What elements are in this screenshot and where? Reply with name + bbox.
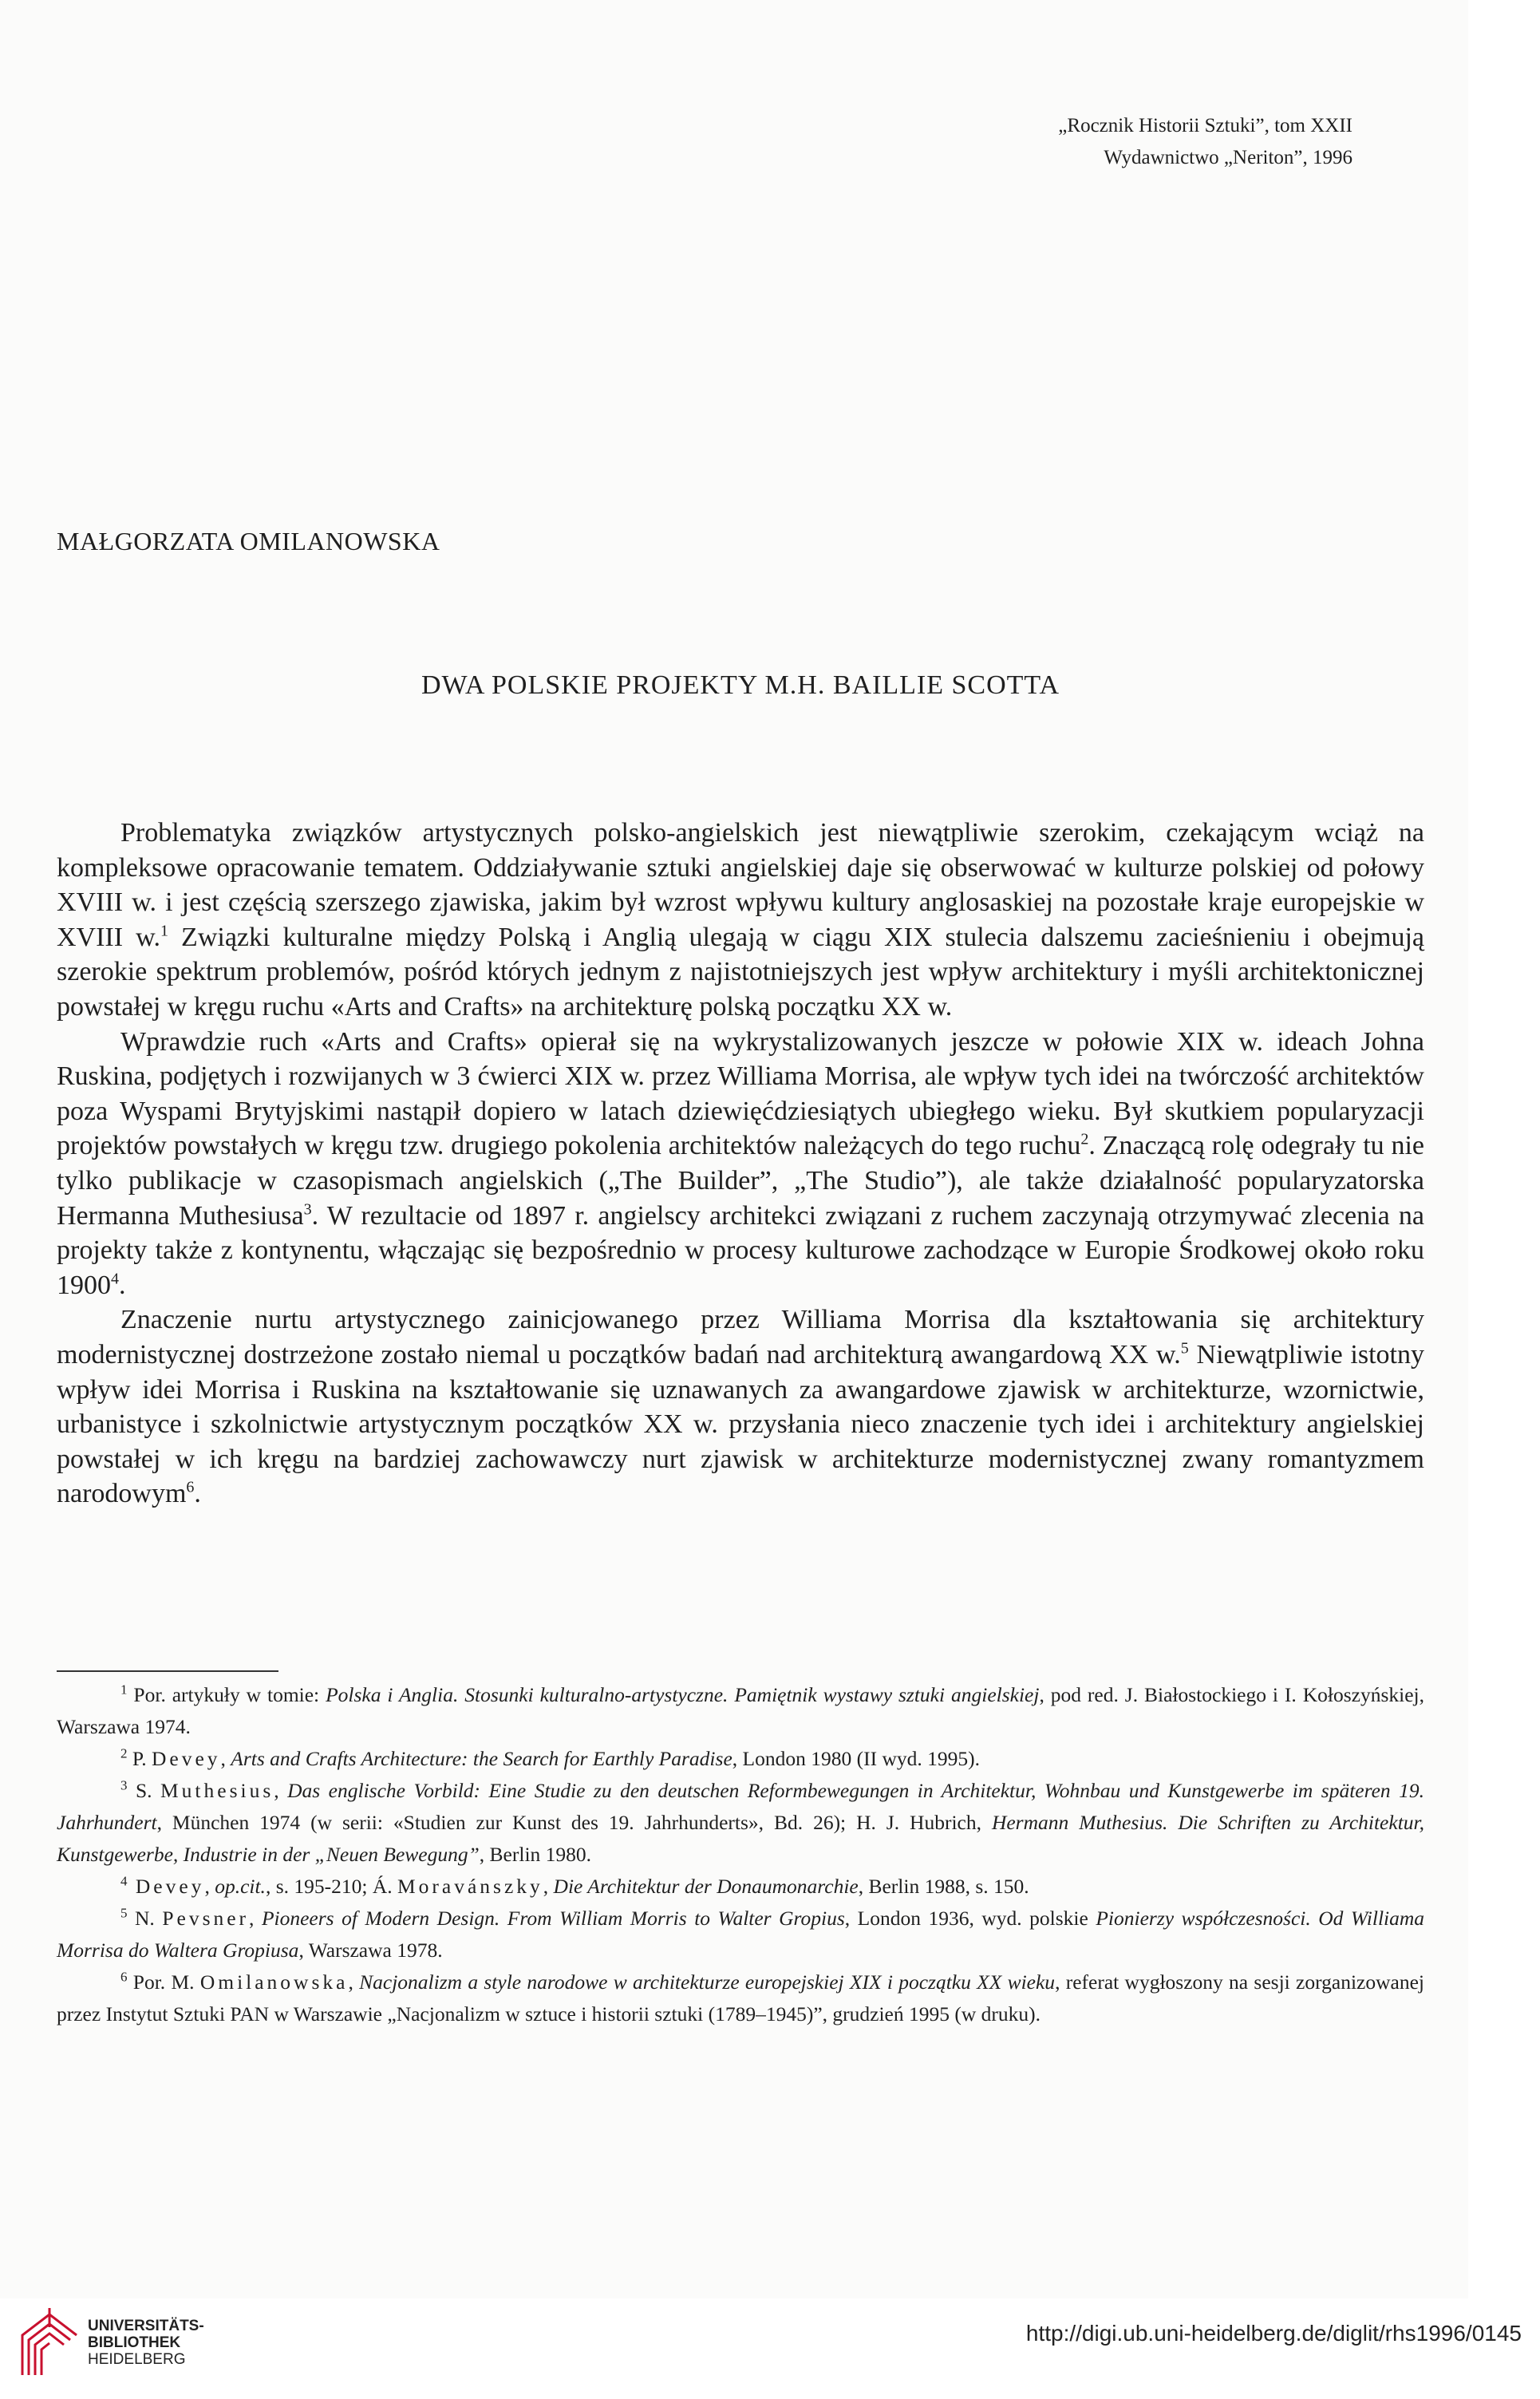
journal-title: „Rocznik Historii Sztuki”, tom XXII (1058, 115, 1352, 136)
footnote-author: Omilanowska (199, 1970, 349, 1994)
footnote-text: N. (127, 1907, 163, 1930)
footnote-ref[interactable]: 5 (1180, 1339, 1189, 1358)
footnotes (57, 1679, 1424, 2030)
paragraph-text: Problematyka związków artystycznych polsko-angielskich jest niewątpliwie szerokim, czekającym wciąż na kompleksowe opracowanie tematem. Oddziaływanie sztuki angielskiej daje się obserwować w kulturze polskiej od połowy XVIII w. i jest częścią szerszego zjawiska, jakim był wzrost wpływu kultury anglosaskiej na pozostałe kraje europejskie w XVIII w. (57, 818, 1424, 952)
paragraph-text: Wprawdzie ruch «Arts and Crafts» opierał się na wykrystalizowanych jeszcze w połowie XIX w. ideach Johna Ruskina, podjętych i rozwijanych w 3 ćwierci XIX w. przez Williama Morrisa, ale wpływ tych idei na twórczość architektów poza Wyspami Brytyjskimi nastąpił dopiero w latach dziewięćdziesiątych ubiegłego wieku. Był skutkiem popularyzacji projektów powstałych w kręgu tzw. drugiego pokolenia architektów należących do tego ruchu (57, 1026, 1424, 1161)
footnote-text: , München 1974 (w serii: «Studien zur Kunst des 19. Jahrhunderts», Bd. 26); H. J. Hubrich, (156, 1811, 992, 1834)
footnote-text: , pod red. J. Białostockiego i I. Kołoszyńskiej, Warszawa 1974. (57, 1683, 1424, 1738)
footnote-text: , (204, 1875, 215, 1898)
footnote-author: Devey (151, 1747, 221, 1770)
library-name-line: UNIVERSITÄTS- (88, 2318, 204, 2334)
footnote-number: 2 (120, 1745, 128, 1761)
library-logo[interactable] (18, 2298, 273, 2386)
footnote-6 (57, 1966, 1424, 2030)
footnote-2 (57, 1743, 1424, 1775)
paragraph-text: Niewątpliwie istotny wpływ idei Morrisa i Ruskina na kształtowanie się uznawanych za awangardowe zjawisk w architekturze, wzornictwie, urbanistyce i szkolnictwie artystycznym początków XX w. przysłania nieco znaczenie tych idei i architektury angielskiej powstałej w ich kręgu na bardziej zachowawczy nurt zjawisk w architekturze modernistycznej zwany romantyzmem narodowym (57, 1339, 1424, 1509)
footnote-text: S. (127, 1779, 160, 1802)
footnote-text: , London 1980 (II wyd. 1995). (732, 1747, 980, 1770)
footnote-ref[interactable]: 3 (303, 1200, 312, 1219)
publisher-line: Wydawnictwo „Neriton”, 1996 (1104, 147, 1352, 168)
article-title: DWA POLSKIE PROJEKTY M.H. BAILLIE SCOTTA (421, 670, 1060, 700)
footnote-text: , (249, 1907, 262, 1930)
footnote-italic: Arts and Crafts Architecture: the Search for Earthly Paradise (231, 1747, 732, 1770)
footnote-italic: Polska i Anglia. Stosunki kulturalno-artystyczne. Pamiętnik wystawy sztuki angielskiej (326, 1683, 1040, 1706)
paragraph-text: . W rezultacie od 1897 r. angielscy architekci związani z ruchem zaczynają otrzymywać zlecenia na projekty także z kontynentu, włączając się bezpośrednio w procesy kulturowe zachodzące w Europie Środkowej około roku 1900 (57, 1200, 1424, 1300)
footnote-author: Muthesius (160, 1779, 274, 1802)
footnote-text: , Berlin 1988, s. 150. (858, 1875, 1029, 1898)
footnote-5 (57, 1903, 1424, 1966)
footnote-number: 1 (120, 1682, 128, 1697)
footnote-italic: Das englische Vorbild: Eine Studie zu den deutschen Reformbewegungen in Architektur, Wohnbau und Kunstgewerbe im späteren 19. Jahrhundert (57, 1779, 1424, 1834)
footnote-ref[interactable]: 1 (160, 922, 168, 940)
footnote-author: Pevsner (162, 1907, 250, 1930)
footnote-text: , referat wygłoszony na sesji zorganizowanej przez Instytut Sztuki PAN w Warszawie „Nacjonalizm w sztuce i historii sztuki (1789–1945)”, grudzień 1995 (w druku). (57, 1970, 1424, 2026)
source-url[interactable]: http://digi.ub.uni-heidelberg.de/diglit/rhs1996/0145 (1025, 2321, 1522, 2346)
footnote-text: , London 1936, wyd. polskie (844, 1907, 1096, 1930)
paragraph-2 (57, 1025, 1424, 1303)
paragraph-text: Znaczenie nurtu artystycznego zainicjowanego przez Williama Morrisa dla kształtowania się architektury modernistycznej dostrzeżone zostało niemal u początków badań nad architekturą awangardową XX w. (57, 1305, 1424, 1369)
footnote-number: 3 (120, 1777, 128, 1793)
footnote-ref[interactable]: 2 (1080, 1131, 1089, 1149)
footnote-text: Por. artykuły w tomie: (127, 1683, 326, 1706)
footnote-text: , (543, 1875, 554, 1898)
footnote-author: Devey (127, 1875, 205, 1898)
footnote-author: Moravánszky (397, 1875, 543, 1898)
footnote-ref[interactable]: 4 (111, 1270, 119, 1288)
footnote-text: , Berlin 1980. (479, 1843, 592, 1866)
footnote-italic: Pioneers of Modern Design. From William Morris to Walter Gropius (261, 1907, 845, 1930)
footnote-italic: Die Architektur der Donaumonarchie (553, 1875, 859, 1898)
article-body (57, 816, 1424, 1512)
footnote-4 (57, 1871, 1424, 1903)
footnote-italic: op.cit. (215, 1875, 266, 1898)
library-logo-icon (18, 2303, 81, 2380)
footnote-number: 4 (120, 1873, 128, 1889)
footnote-3 (57, 1775, 1424, 1871)
journal-header (794, 110, 1352, 174)
footnote-text: P. (127, 1747, 152, 1770)
footnote-text: , (220, 1747, 231, 1770)
footnote-text: , (274, 1779, 288, 1802)
footnote-ref[interactable]: 6 (186, 1478, 195, 1496)
author-name: MAŁGORZATA OMILANOWSKA (57, 527, 440, 555)
paragraph-text: . (119, 1270, 126, 1300)
paragraph-text: . Znaczącą rolę odegrały tu nie tylko publikacje w czasopismach angielskich („The Builder”, „The Studio”), ale także działalność popularyzatorska Hermanna Muthesiusa (57, 1131, 1424, 1231)
footnote-italic: Nacjonalizm a style narodowe w architekturze europejskiej XIX i początku XX wieku (359, 1970, 1056, 1994)
footnote-italic: Pionierzy współczesności. Od Williama Morrisa do Waltera Gropiusa (57, 1907, 1425, 1962)
library-name-line: BIBLIOTHEK (88, 2334, 181, 2351)
paragraph-3 (57, 1302, 1424, 1512)
footnote-text: , (348, 1970, 360, 1994)
footnote-number: 6 (120, 1969, 128, 1985)
paragraph-text: . (194, 1479, 201, 1509)
footnote-1 (57, 1679, 1424, 1743)
footnote-italic: Hermann Muthesius. Die Schriften zu Architektur, Kunstgewerbe, Industrie in der „Neuen Bewegung” (57, 1811, 1424, 1866)
footnote-text: , s. 195-210; Á. (265, 1875, 397, 1898)
footnote-separator (57, 1670, 278, 1672)
library-name-line: HEIDELBERG (88, 2351, 186, 2368)
paragraph-text: Związki kulturalne między Polską i Anglią ulegają w ciągu XIX stulecia dalszemu zacieśnieniu i obejmują szerokie spektrum problemów, pośród których jednym z najistotniejszych jest wpływ architektury i myśli architektonicznej powstałej w kręgu ruchu «Arts and Crafts» na architekturę polską początku XX w. (57, 922, 1424, 1022)
paragraph-1 (57, 816, 1424, 1025)
footnote-number: 5 (120, 1905, 128, 1921)
footnote-text: Por. M. (127, 1970, 200, 1994)
footnote-text: , Warszawa 1978. (298, 1939, 443, 1962)
library-name (88, 2318, 204, 2368)
